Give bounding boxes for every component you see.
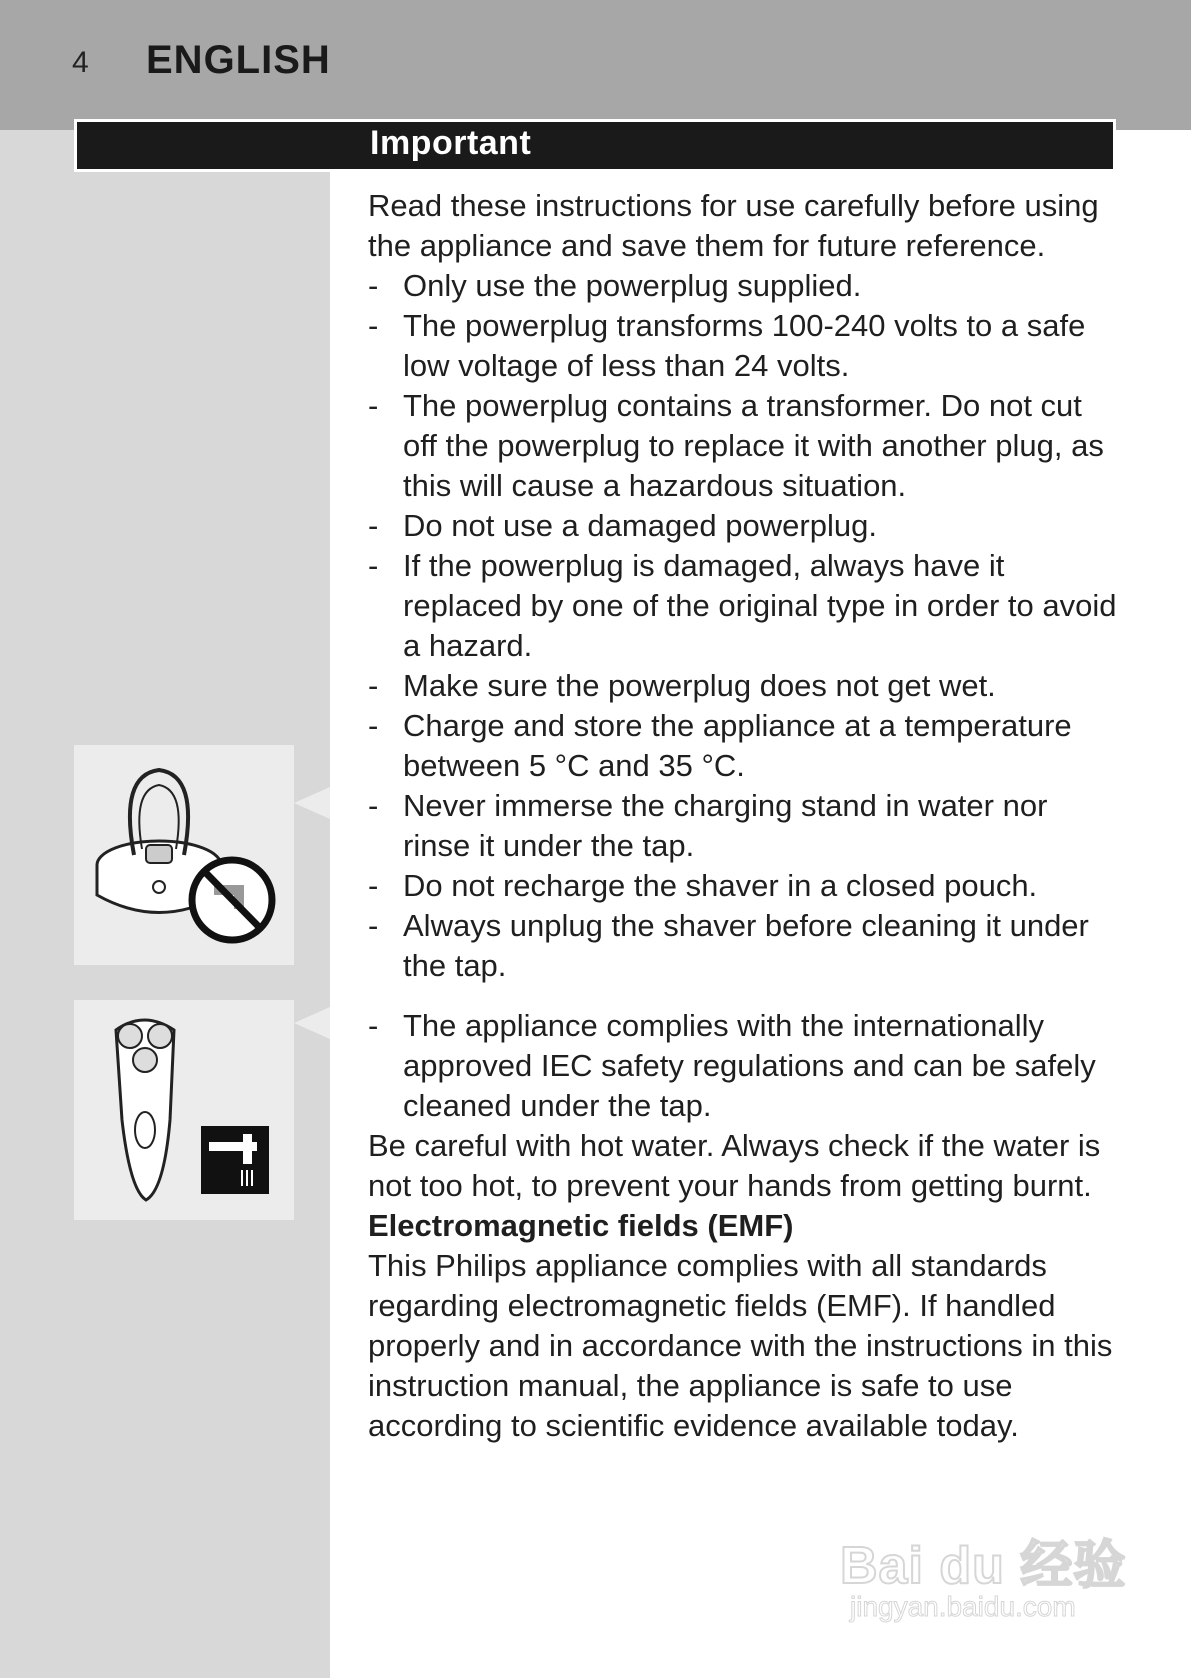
tap-icon (201, 1126, 269, 1194)
language-heading: ENGLISH (146, 38, 331, 82)
section-title-bar (74, 119, 1116, 172)
shaver-illustration (74, 1000, 294, 1220)
emf-body: This Philips appliance complies with all standards regarding electromagnetic fields (EMF). If handled properly and in accordance with the instructions in this instruction manual, the appliance is safe to use according to scientific evidence available today. (368, 1248, 1113, 1443)
bullet-item: - Charge and store the appliance at a temperature between 5 °C and 35 °C. (368, 706, 1118, 786)
figure-2-pointer (294, 1007, 330, 1039)
bullet-item: - Do not recharge the shaver in a closed pouch. (368, 866, 1118, 906)
bullet-item: - Always unplug the shaver before cleaning it under the tap. (368, 906, 1118, 986)
no-water-icon (192, 860, 272, 940)
watermark-brand: Bai du 经验 (840, 1537, 1127, 1595)
bullet-item: - Make sure the powerplug does not get wet. (368, 666, 1118, 706)
shaver-tap-figure (74, 1000, 294, 1220)
compliance-bullets (368, 1006, 1118, 1126)
page-number: 4 (72, 46, 89, 79)
watermark-domain: jingyan.baidu.com (850, 1591, 1076, 1622)
compliance-bullet: - The appliance complies with the internationally approved IEC safety regulations and can be safely cleaned under the tap. (368, 1006, 1118, 1126)
bullet-item: - The powerplug contains a transformer. Do not cut off the powerplug to replace it with another plug, as this will cause a hazardous situation. (368, 386, 1118, 506)
charging-stand-illustration (74, 745, 294, 965)
charging-stand-figure (74, 745, 294, 965)
hot-water-note: Be careful with hot water. Always check if the water is not too hot, to prevent your hands from getting burnt. (368, 1128, 1101, 1203)
bullet-item: - The powerplug transforms 100-240 volts to a safe low voltage of less than 24 volts. (368, 306, 1118, 386)
bullet-item: - If the powerplug is damaged, always have it replaced by one of the original type in order to avoid a hazard. (368, 546, 1118, 666)
safety-bullets (368, 266, 1118, 986)
intro-paragraph: Read these instructions for use carefully before using the appliance and save them for future reference. (368, 188, 1099, 263)
figure-1-pointer (294, 787, 330, 819)
bullet-item: - Never immerse the charging stand in water nor rinse it under the tap. (368, 786, 1118, 866)
bullet-item: - Do not use a damaged powerplug. (368, 506, 1118, 546)
section-title: Important (370, 124, 532, 162)
bullet-item: - Only use the powerplug supplied. (368, 266, 1118, 306)
instructions-content (368, 186, 1118, 1446)
baidu-watermark (840, 1495, 1130, 1635)
emf-heading: Electromagnetic fields (EMF) (368, 1208, 794, 1243)
